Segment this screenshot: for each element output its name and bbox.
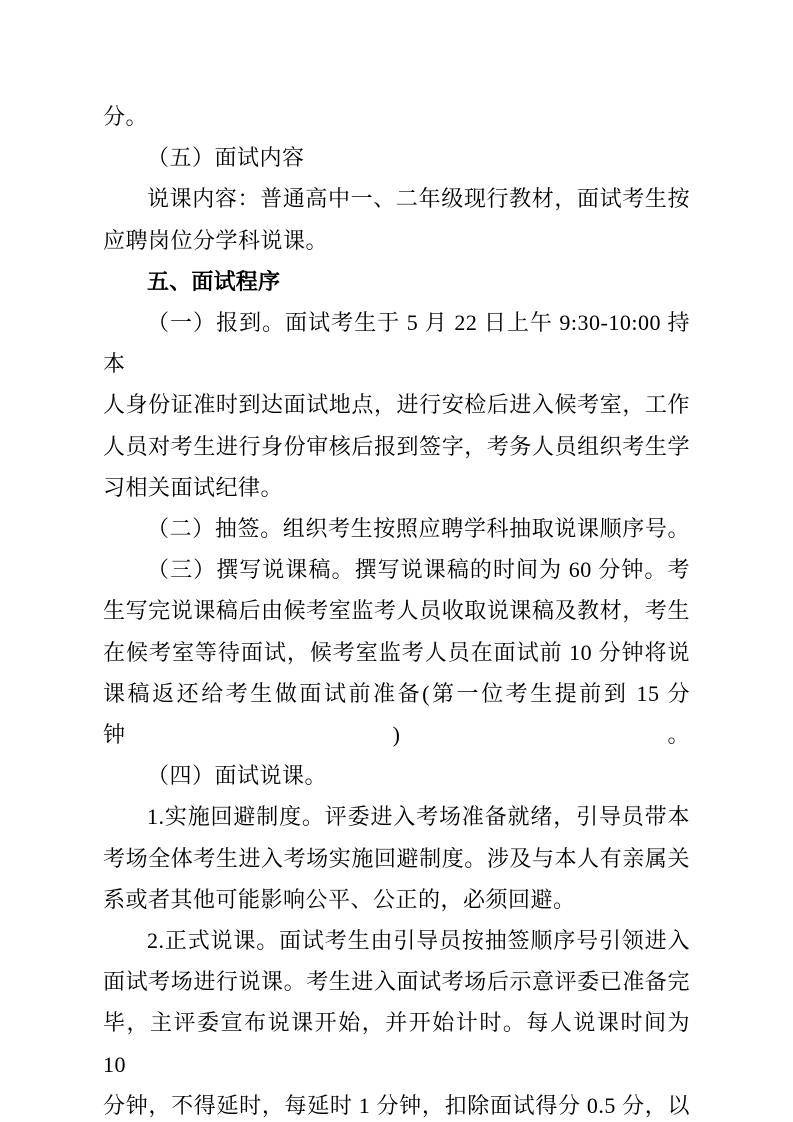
text-line: 毕，主评委宣布说课开始，并开始计时。每人说课时间为 10 <box>103 1010 690 1077</box>
text-line: 2.正式说课。面试考生由引导员按抽签顺序号引领进入 <box>147 928 690 954</box>
subsection-heading-5: （五）面试内容 <box>147 145 305 171</box>
text-line: 分钟，不得延时，每延时 1 分钟，扣除面试得分 0.5 分，以 <box>103 1092 690 1118</box>
text-line: 系或者其他可能影响公平、公正的，必须回避。 <box>103 886 576 912</box>
section-heading: 五、面试程序 <box>147 268 281 294</box>
text-line: 1.实施回避制度。评委进入考场准备就绪，引导员带本 <box>147 804 690 830</box>
text-line: 人身份证准时到达面试地点，进行安检后进入候考室，工作 <box>103 392 690 418</box>
text-line: （一）报到。面试考生于 5 月 22 日上午 9:30-10:00 持本 <box>103 310 690 377</box>
document-text-block <box>103 96 690 1122</box>
text-line: （二）抽签。组织考生按照应聘学科抽取说课顺序号。 <box>147 516 690 542</box>
text-line: 说课内容：普通高中一、二年级现行教材，面试考生按 <box>147 186 690 212</box>
text-line: （三）撰写说课稿。撰写说课稿的时间为 60 分钟。考 <box>147 557 690 583</box>
text-line: 在候考室等待面试，候考室监考人员在面试前 10 分钟将说 <box>103 639 690 665</box>
text-line: 人员对考生进行身份审核后报到签字，考务人员组织考生学 <box>103 433 690 459</box>
text-line: 应聘岗位分学科说课。 <box>103 227 329 253</box>
text-line: 课稿返还给考生做面试前准备(第一位考生提前到 15 分钟)。 <box>103 680 690 748</box>
text-line: 习相关面试纪律。 <box>103 474 284 500</box>
text-line-continuation: 分。 <box>103 104 149 129</box>
text-line: 面试考场进行说课。考生进入面试考场后示意评委已准备完 <box>103 969 690 995</box>
subsection-heading-4: （四）面试说课。 <box>147 763 328 789</box>
text-line: 考场全体考生进入考场实施回避制度。涉及与本人有亲属关 <box>103 845 690 871</box>
text-line: 生写完说课稿后由候考室监考人员收取说课稿及教材，考生 <box>103 598 690 624</box>
